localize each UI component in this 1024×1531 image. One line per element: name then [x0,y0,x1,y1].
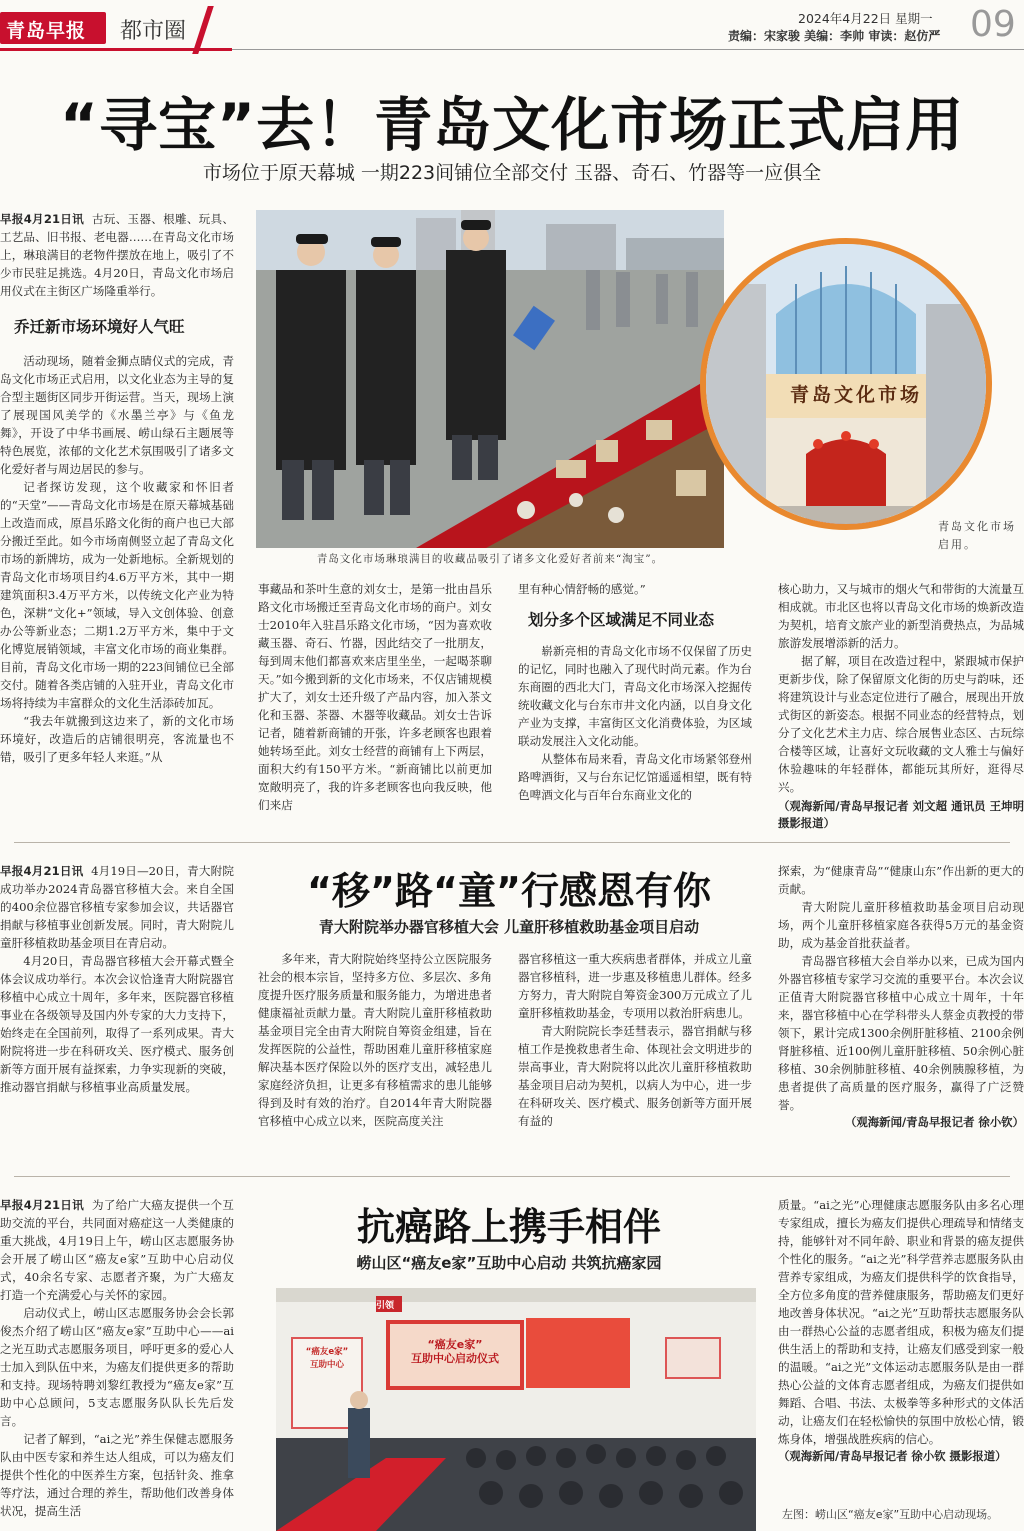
inset-gate-sign: 青岛文化市场 [789,384,922,406]
story2-col2-p1: 多年来，青大附院始终坚持公立医院服务社会的根本宗旨，坚持多方位、多层次、多角度提升医疗服务质量和服务能力，为增进患者健康福祉贡献力量。青大附院儿童肝移植救助基金项目完全由青大附院自筹资金组建，旨在发挥医院的公益性，帮助困难儿童肝移植家庭解决基本医疗保险以外的医疗支出，减轻患儿家庭经济负担，让更多有移植需求的患儿能够得到及时有效的治疗。自2014年青大附院器官移植中心成立以来，医院高度关注 [258,952,492,1128]
ceremony-photo-caption: 左图：崂山区“癌友e家”互助中心启动现场。 [782,1508,999,1521]
story1-dateline: 早报4月21日讯 [0,212,85,226]
story1-col1-p2: 记者探访发现，这个收藏家和怀旧者的“天堂”——青岛文化市场是在原天幕城基础上改造而成，原昌乐路文化街的商户也已大部分搬迁至此。如今市场南侧竖立起了青岛文化市场的新牌坊，成为一处新地标。全新规划的青岛文化市场项目约4.6万平方米，其中一期建筑面积3.4万平方米，以传统文化产业为特色，深耕“文化+”领域，导入文创体验、创意办公等新业态；二期1.2万平方米，集中于文化博览展销领域，丰富文化市场的商业集群。目前，青岛文化市场一期的223间铺位已全部交付。随着各类店铺的入驻开业，青岛文化市场将持续为丰富群众的文化生活添砖加瓦。 [0,480,234,710]
side-banner: “癌友e家” 互助中心 [305,1347,349,1370]
story1-column-1 [0,210,234,830]
masthead-logo [0,12,106,44]
screen-banner: “癌友e家” 互助中心启动仪式 [411,1338,499,1365]
section-name: 都市圈 [120,19,187,44]
story2-col3-p2: 青大附院院长李廷彗表示，器官捐献与移植工作是挽救患者生命、体现社会文明进步的崇高事业，青大附院将以此次儿童肝移植救助基金项目启动为契机，以病人为中心，进一步在科研攻关、医疗模式、服务创新等方面开展有益的 [518,1024,752,1128]
market-photo-caption: 青岛文化市场琳琅满目的收藏品吸引了诸多文化爱好者前来“淘宝”。 [316,553,664,565]
story3-subtitle: 崂山区“癌友e家”互助中心启动 共筑抗癌家园 [356,1254,662,1272]
story2-col3-p1: 器官移植这一重大疾病患者群体，并成立儿童器官移植科，进一步惠及移植患儿群体。经多方努力，青大附院自筹资金300万元成立了儿童肝移植救助基金，专项用以救治肝病患儿。 [518,952,752,1020]
masthead [0,0,1024,56]
page-number: 09 [970,4,1016,45]
story1-col2-p1: 事藏品和茶叶生意的刘女士，是第一批由昌乐路文化市场搬迁至青岛文化市场的商户。刘女士2010年入驻昌乐路文化市场，“因为喜欢收藏玉器、奇石、竹器，因此结交了一批朋友，每到周末他们都喜欢来店里坐坐，一起喝茶聊天。”如今搬到新的文化市场来，不仅店铺规模扩大了，刘女士还升级了产品内容，加入茶文化和玉器、茶器、木器等收藏品。刘女士告诉记者，随着新商铺的开张，许多老顾客也跟着她转场至此。刘女士经营的商铺有上下两层，面积大约有150平方米。“新商铺比以前更加宽敞明亮了，我的许多老顾客也向我反映，他们来店 [258,582,492,812]
story2-title: “移”路“童”行感恩有你 [307,869,711,913]
logo-text: 青岛早报 [6,20,87,42]
story1-col3-p1: 崭新亮相的青岛文化市场不仅保留了历史的记忆，同时也融入了现代时尚元素。作为台东商圈的西北大门，青岛文化市场深入挖掘传统收藏文化与台东市井文化内涵，以自身文化产业为支撑，丰富街区文化消费体验，为区域联动发展注入文化动能。 [518,644,752,748]
story2-column-4 [778,862,1024,1154]
story3-col1-p1: 为了给广大癌友提供一个互助交流的平台，共同面对癌症这一人类健康的重大挑战，4月19日上午，崂山区志愿服务协会开展了崂山区“癌友e家”互助中心启动仪式，40余名专家、志愿者齐聚，为广大癌友打造一个充满爱心与关怀的家园。 [0,1198,234,1302]
story2-dateline: 早报4月21日讯 [0,864,84,878]
inset-photo [700,238,992,530]
story1-col1-p1: 活动现场，随着金狮点睛仪式的完成，青岛文化市场正式启用，以文化业态为主导的复合型主题街区同步开街运营。当天，现场上演了展现国风美学的《水墨兰亭》与《鱼龙舞》，开设了中华书画展、崂山绿石主题展等特色展览，浓郁的文化艺术氛围吸引了诸多文化爱好者与周边居民的参与。 [0,354,234,476]
story2-subtitle: 青大附院举办器官移植大会 儿童肝移植救助基金项目启动 [318,918,700,936]
story1-byline: （观海新闻/青岛早报记者 刘文超 通讯员 王坤明 摄影报道） [778,799,1024,830]
story2-column-1 [0,862,234,1154]
rule-1 [14,842,1010,843]
story3-col1-p3: 记者了解到，“ai之光”养生保健志愿服务队由中医专家和养生达人组成，可以为癌友们提供个性化的中医养生方案，包括针灸、推拿等疗法，通过合理的养生，帮助他们改善身体状况，提高生活 [0,1432,234,1518]
story2-byline: （观海新闻/青岛早报记者 徐小钦） [845,1115,1024,1129]
story3-col1-p2: 启动仪式上，崂山区志愿服务协会会长郭俊杰介绍了崂山区“癌友e家”互助中心——ai之光互助式志愿服务项目，呼吁更多的爱心人士加入到队伍中来，为癌友们提供更多的帮助和支持。现场特聘刘黎红教授为“癌友e家”互助中心总顾问，5支志愿服务队队长先后发言。 [0,1306,234,1428]
editors-line: 责编：宋家骏 美编：李帅 审读：赵仿严 [728,29,941,43]
story2-col4-p2: 青大附院儿童肝移植救助基金项目启动现场，两个儿童肝移植家庭各获得5万元的基金资助，成为基金首批获益者。 [778,900,1024,950]
rule-2 [14,1176,1010,1177]
ceremony-photo [276,1288,756,1531]
story2-column-2 [258,950,492,1150]
story1-column-3 [518,580,752,830]
story3-byline: （观海新闻/青岛早报记者 徐小钦 摄影报道） [778,1449,1007,1463]
story1-column-4 [778,580,1024,830]
market-photo-svg [256,210,724,548]
header-rule [232,49,1024,50]
story3-title: 抗癌路上携手相伴 [356,1205,661,1249]
story1-heading-1: 乔迁新市场环境好人气旺 [14,318,185,336]
story1-lead: 早报4月21日讯 古玩、玉器、根雕、玩具、工艺品、旧书报、老电器……在青岛文化市场上，琳琅满目的老物件摆放在地上，吸引了不少市民驻足挑选。4月20日，青岛文化市场启用仪式在主街区广场隆重举行。 [0,212,234,298]
story1-title: “寻宝”去！青岛文化市场正式启用 [59,91,965,159]
story1-col4-p2: 据了解，项目在改造过程中，紧跟城市保护更新步伐，除了保留原文化街的历史与韵味，还将建筑设计与业态定位进行了融合，展现出开放式街区的新姿态。根据不同业态的经营特点，划分了文化艺术主力店、综合展售业态区、古玩综合楼等区域，让喜好文玩收藏的文人雅士与偏好休验趣味的年轻群体，都能玩其所好，逛得尽兴。 [778,654,1024,794]
story2-col4-p3: 青岛器官移植大会自举办以来，已成为国内外器官移植专家学习交流的重要平台。本次会议正值青大附院器官移植中心成立十周年，十年来，器官移植中心在学科带头人蔡金贞教授的带领下，累计完成1300余例肝脏移植、2100余例肾脏移植、近100例儿童肝脏移植、50余例心脏移植、30余例肺脏移植、40余例胰腺移植，为患者提供了高质量的医疗服务，赢得了广泛赞誉。 [778,954,1024,1112]
story2-col4-p1: 探索，为“健康青岛”“健康山东”作出新的更大的贡献。 [778,864,1024,896]
story1-subtitle: 市场位于原天幕城 一期223间铺位全部交付 玉器、奇石、竹器等一应俱全 [202,162,822,184]
market-photo [256,210,724,548]
story1-col4-p1: 核心助力，又与城市的烟火气和带街的大流量互相成就。市北区也将以青岛文化市场的焕新改造为契机，培育文旅产业的新型消费热点，为品城旅游发展增添新的活力。 [778,582,1024,650]
story3-column-1 [0,1196,234,1530]
photo-sign-small: 引领 [376,1301,395,1311]
story3-dateline: 早报4月21日讯 [0,1198,85,1212]
story1-heading-2: 划分多个区域满足不同业态 [528,611,715,629]
section-red-stroke [192,6,214,54]
section-underline [0,48,232,51]
story3-column-3 [778,1196,1024,1504]
story1-col1-p3: “我去年就搬到这边来了，新的文化市场环境好，改造后的店铺很明亮，客流量也不错，吸引了更多年轻人来逛。”从 [0,714,234,764]
story2-col1-p1: 4月19日—20日，青大附院成功举办2024青岛器官移植大会。来自全国的400余位器官移植专家参加会议，共话器官捐献与移植事业创新发展。同时，青大附院儿童肝移植救助基金项目在青启动。 [0,864,234,950]
inset-photo-caption: 青岛文化市场启用。 [938,520,1016,551]
story2-col1-p2: 4月20日，青岛器官移植大会开幕式暨全体会议成功举行。本次会议恰逢青大附院器官移植中心成立十周年，多年来，医院器官移植事业在各级领导及国内外专家的大力支持下，始终走在全国前列，取得了一系列成果。青大附院将进一步在科研攻关、医疗模式、服务创新等方面开展有益探索，力争实现新的突破，推动器官捐献与移植事业高质量发展。 [0,954,234,1094]
page-date: 2024年4月22日 星期一 [798,11,933,26]
story1-col3-p2: 从整体布局来看，青岛文化市场紧邻登州路啤酒街，又与台东记忆馆遥遥相望，既有特色啤酒文化与百年台东商业文化的 [518,752,752,802]
story2-column-3 [518,950,752,1150]
story1-column-2 [258,580,492,830]
story3-col3-p1: 质量。“ai之光”心理健康志愿服务队由多名心理专家组成，擅长为癌友们提供心理疏导和情绪支持，能够针对不同年龄、职业和背景的癌友提供个性化的服务。“ai之光”科学营养志愿服务队由营养专家组成，为癌友们提供科学的饮食指导，全方位多角度的营养健康服务，帮助癌友们更好地改善身体状况。“ai之光”互助帮扶志愿服务队由一群热心公益的志愿者组成，积极为癌友们提供生活上的帮助和支持，让癌友们感受到家一般的温暖。“ai之光”文体运动志愿服务队是由一群热心公益的文体育志愿者组成，为癌友们提供如舞蹈、合唱、书法、太极拳等多种形式的文体活动，让癌友们在轻松愉快的氛围中放松心情，锻炼身体，增强战胜疾病的信心。 [778,1198,1024,1446]
story1-col3-p0: 里有种心情舒畅的感觉。” [518,582,646,596]
